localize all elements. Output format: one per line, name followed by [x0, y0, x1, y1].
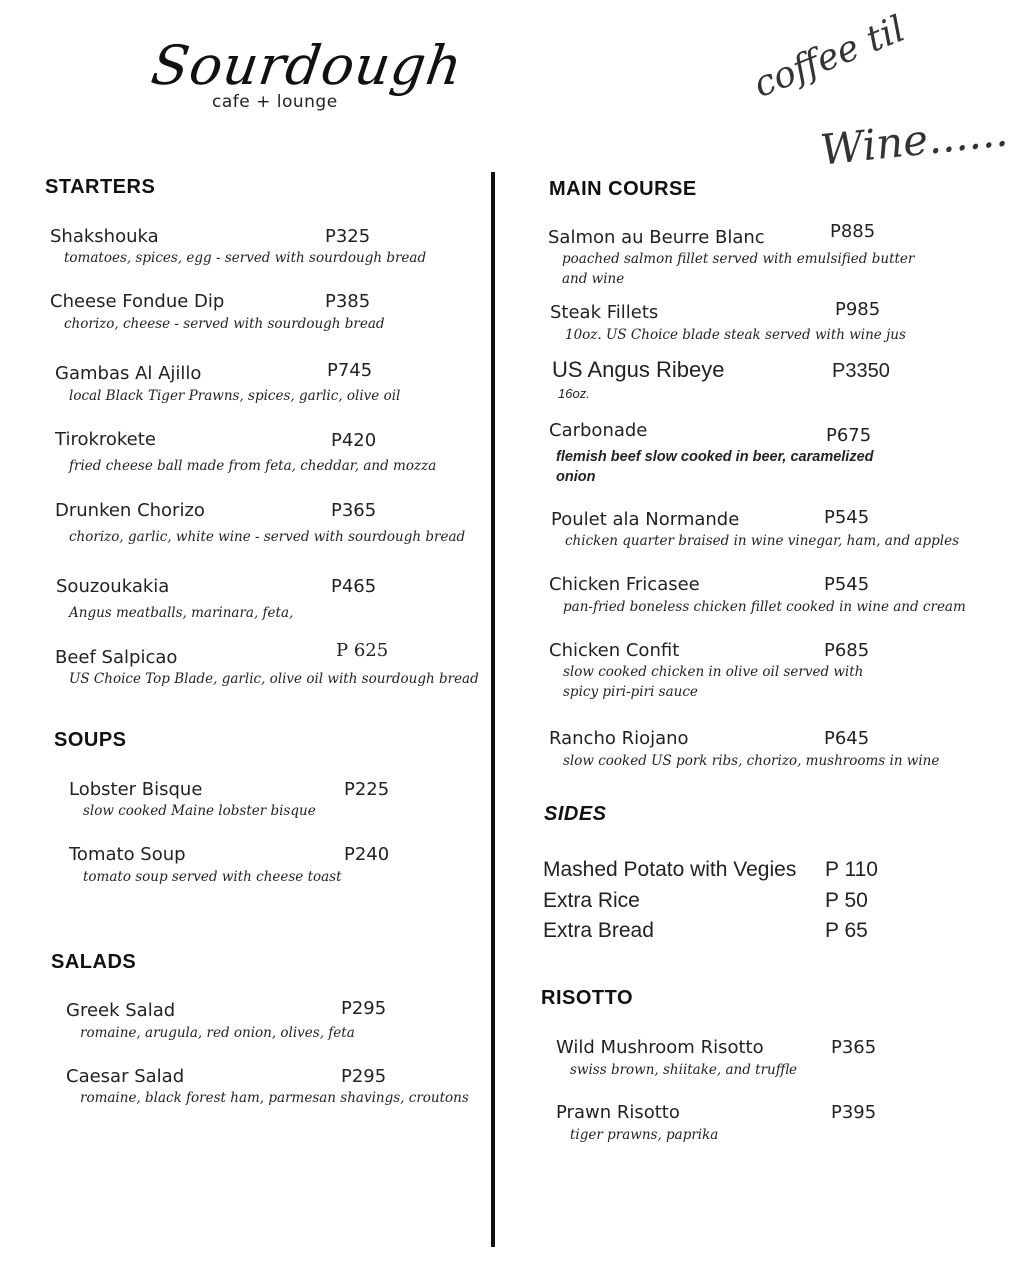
- menu-item-desc: poached salmon fillet served with emulsified butter and wine: [562, 251, 915, 287]
- sides-heading: SIDES: [544, 803, 607, 825]
- menu-item-desc: flemish beef slow cooked in beer, caramelized onion: [556, 449, 874, 485]
- menu-item-name: Prawn Risotto: [556, 1102, 680, 1123]
- risotto-heading: RISOTTO: [541, 987, 634, 1009]
- menu-item-desc: slow cooked chicken in olive oil served with spicy piri-piri sauce: [563, 664, 864, 700]
- column-divider: [491, 172, 495, 1247]
- side-item-name: Extra Bread: [543, 919, 654, 942]
- side-item-price: P 50: [825, 889, 868, 912]
- menu-item-name: Tomato Soup: [69, 844, 186, 865]
- menu-item-name: Wild Mushroom Risotto: [556, 1037, 764, 1058]
- menu-item-desc: romaine, arugula, red onion, olives, feta: [80, 1025, 355, 1041]
- menu-item-price: P645: [824, 728, 870, 749]
- menu-item-price: P 625: [336, 640, 389, 661]
- menu-item-desc: fried cheese ball made from feta, cheddar, and mozza: [69, 458, 437, 474]
- menu-item-name: Salmon au Beurre Blanc: [548, 227, 765, 248]
- menu-item-desc: tomato soup served with cheese toast: [83, 869, 342, 885]
- menu-item-price: P325: [325, 226, 371, 247]
- menu-item-desc: chorizo, cheese - served with sourdough bread: [64, 316, 385, 332]
- menu-item-name: US Angus Ribeye: [552, 357, 725, 382]
- menu-item-desc: 16oz.: [558, 386, 590, 401]
- brand-name: Sourdough: [147, 34, 467, 97]
- side-item-name: Extra Rice: [543, 889, 640, 912]
- menu-item-desc: chicken quarter braised in wine vinegar, ham, and apples: [565, 533, 959, 549]
- menu-item-name: Greek Salad: [66, 1000, 176, 1021]
- soups-heading: SOUPS: [54, 729, 127, 751]
- menu-item-name: Rancho Riojano: [549, 728, 689, 749]
- menu-item-name: Tirokrokete: [55, 429, 156, 450]
- menu-item-price: P745: [327, 360, 373, 381]
- menu-item-price: P420: [331, 430, 377, 451]
- tagline: [748, 8, 1010, 175]
- menu-item-price: P3350: [832, 360, 890, 382]
- menu-item-desc: romaine, black forest ham, parmesan shavings, croutons: [80, 1090, 469, 1106]
- menu-item-price: P295: [341, 1066, 387, 1087]
- starters-heading: STARTERS: [45, 176, 156, 198]
- menu-item-name: Chicken Fricasee: [549, 574, 700, 595]
- menu-item-price: P985: [835, 299, 881, 320]
- menu-item-name: Steak Fillets: [550, 302, 659, 323]
- menu-item-name: Poulet ala Normande: [551, 509, 740, 530]
- menu-item-name: Cheese Fondue Dip: [50, 291, 225, 312]
- menu-item-price: P545: [824, 574, 870, 595]
- menu-item-desc: Angus meatballs, marinara, feta,: [69, 605, 294, 621]
- menu-item-price: P395: [831, 1102, 877, 1123]
- menu-item-name: Lobster Bisque: [69, 779, 203, 800]
- brand-logo: [147, 30, 467, 125]
- menu-item-name: Beef Salpicao: [55, 647, 178, 668]
- menu-item-desc: slow cooked Maine lobster bisque: [83, 803, 316, 819]
- menu-item-desc: local Black Tiger Prawns, spices, garlic, olive oil: [69, 388, 401, 404]
- brand-subtitle: cafe + lounge: [212, 92, 338, 112]
- menu-item-desc: chorizo, garlic, white wine - served with sourdough bread: [69, 529, 466, 545]
- menu-item-name: Carbonade: [549, 420, 648, 441]
- menu-item-name: Caesar Salad: [66, 1066, 185, 1087]
- menu-item-desc: tiger prawns, paprika: [570, 1127, 719, 1143]
- menu-item-price: P365: [831, 1037, 877, 1058]
- menu-item-price: P685: [824, 640, 870, 661]
- menu-item-price: P675: [826, 425, 872, 446]
- menu-item-name: Drunken Chorizo: [55, 500, 205, 521]
- menu-item-desc: pan-fried boneless chicken fillet cooked in wine and cream: [563, 599, 966, 615]
- menu-item-name: Chicken Confit: [549, 640, 680, 661]
- menu-item-name: Souzoukakia: [56, 576, 170, 597]
- tagline-line-2: Wine......: [817, 106, 1010, 175]
- menu-item-price: P365: [331, 500, 377, 521]
- side-item-price: P 110: [825, 858, 878, 881]
- main-course-heading: MAIN COURSE: [549, 178, 697, 200]
- tagline-line-1: coffee til: [748, 8, 911, 107]
- menu-item-price: P240: [344, 844, 390, 865]
- menu-item-desc: slow cooked US pork ribs, chorizo, mushrooms in wine: [563, 753, 940, 769]
- salads-heading: SALADS: [51, 951, 137, 973]
- menu-item-desc: US Choice Top Blade, garlic, olive oil with sourdough bread: [69, 671, 479, 687]
- menu-item-desc: tomatoes, spices, egg - served with sourdough bread: [64, 250, 427, 266]
- menu-item-desc: swiss brown, shiitake, and truffle: [570, 1062, 798, 1078]
- menu-item-price: P885: [830, 221, 876, 242]
- menu-item-price: P545: [824, 507, 870, 528]
- menu-item-name: Shakshouka: [50, 226, 159, 247]
- menu-item-price: P465: [331, 576, 377, 597]
- menu-item-price: P295: [341, 998, 387, 1019]
- menu-item-price: P225: [344, 779, 390, 800]
- menu-item-price: P385: [325, 291, 371, 312]
- side-item-price: P 65: [825, 919, 868, 942]
- menu-item-name: Gambas Al Ajillo: [55, 363, 202, 384]
- menu-item-desc: 10oz. US Choice blade steak served with wine jus: [565, 327, 906, 343]
- side-item-name: Mashed Potato with Vegies: [543, 858, 797, 881]
